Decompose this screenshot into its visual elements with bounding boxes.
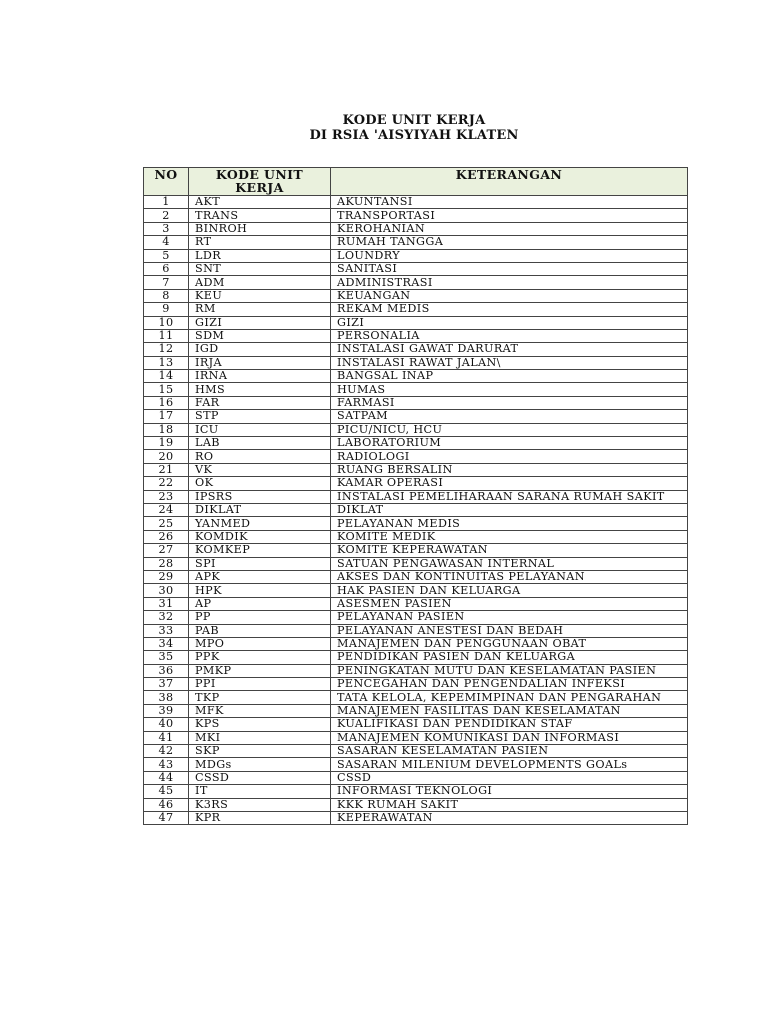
header-no: NO <box>144 168 189 196</box>
table-row <box>144 691 688 704</box>
table-row <box>144 771 688 784</box>
table-row <box>144 758 688 771</box>
row-keterangan-cell: KEROHANIAN <box>331 222 688 235</box>
row-keterangan-cell: AKUNTANSI <box>331 196 688 209</box>
row-number-cell: 32 <box>144 611 189 624</box>
row-keterangan-cell: PELAYANAN PASIEN <box>331 611 688 624</box>
row-number-cell: 10 <box>144 316 189 329</box>
row-number-cell: 11 <box>144 329 189 342</box>
row-kode-cell: SKP <box>189 745 331 758</box>
table-row <box>144 249 688 262</box>
row-keterangan-cell: MANAJEMEN DAN PENGGUNAAN OBAT <box>331 637 688 650</box>
table-row <box>144 664 688 677</box>
row-keterangan-cell: RUANG BERSALIN <box>331 463 688 476</box>
row-keterangan-cell: RUMAH TANGGA <box>331 236 688 249</box>
row-number-cell: 25 <box>144 517 189 530</box>
table-header-row <box>144 168 688 196</box>
header-keterangan: KETERANGAN <box>331 168 688 196</box>
row-kode-cell: AKT <box>189 196 331 209</box>
table-row <box>144 276 688 289</box>
table-row <box>144 370 688 383</box>
row-number-cell: 31 <box>144 597 189 610</box>
unit-code-table <box>143 167 688 825</box>
row-keterangan-cell: SANITASI <box>331 262 688 275</box>
table-row <box>144 785 688 798</box>
row-number-cell: 2 <box>144 209 189 222</box>
row-kode-cell: PAB <box>189 624 331 637</box>
row-number-cell: 20 <box>144 450 189 463</box>
row-number-cell: 33 <box>144 624 189 637</box>
row-number-cell: 18 <box>144 423 189 436</box>
row-kode-cell: CSSD <box>189 771 331 784</box>
row-keterangan-cell: KOMITE KEPERAWATAN <box>331 544 688 557</box>
row-kode-cell: IT <box>189 785 331 798</box>
row-kode-cell: KOMKEP <box>189 544 331 557</box>
row-keterangan-cell: KKK RUMAH SAKIT <box>331 798 688 811</box>
row-kode-cell: FAR <box>189 396 331 409</box>
table-row <box>144 423 688 436</box>
table-row <box>144 811 688 824</box>
row-keterangan-cell: AKSES DAN KONTINUITAS PELAYANAN <box>331 570 688 583</box>
row-number-cell: 9 <box>144 303 189 316</box>
row-number-cell: 39 <box>144 704 189 717</box>
row-keterangan-cell: SASARAN KESELAMATAN PASIEN <box>331 745 688 758</box>
row-kode-cell: KPS <box>189 718 331 731</box>
table-row <box>144 343 688 356</box>
row-number-cell: 36 <box>144 664 189 677</box>
row-number-cell: 41 <box>144 731 189 744</box>
row-kode-cell: ADM <box>189 276 331 289</box>
row-keterangan-cell: HAK PASIEN DAN KELUARGA <box>331 584 688 597</box>
row-number-cell: 45 <box>144 785 189 798</box>
row-kode-cell: PPK <box>189 651 331 664</box>
row-number-cell: 37 <box>144 678 189 691</box>
table-row <box>144 222 688 235</box>
row-keterangan-cell: INSTALASI PEMELIHARAAN SARANA RUMAH SAKIT <box>331 490 688 503</box>
row-keterangan-cell: TATA KELOLA, KEPEMIMPINAN DAN PENGARAHAN <box>331 691 688 704</box>
row-kode-cell: KEU <box>189 289 331 302</box>
row-kode-cell: VK <box>189 463 331 476</box>
row-kode-cell: IGD <box>189 343 331 356</box>
row-keterangan-cell: SASARAN MILENIUM DEVELOPMENTS GOALs <box>331 758 688 771</box>
table-row <box>144 383 688 396</box>
title-line-1: KODE UNIT KERJA <box>342 113 486 128</box>
row-kode-cell: MPO <box>189 637 331 650</box>
row-number-cell: 35 <box>144 651 189 664</box>
row-number-cell: 17 <box>144 410 189 423</box>
row-number-cell: 26 <box>144 530 189 543</box>
row-number-cell: 38 <box>144 691 189 704</box>
row-kode-cell: MDGs <box>189 758 331 771</box>
row-kode-cell: RT <box>189 236 331 249</box>
table-row <box>144 530 688 543</box>
row-keterangan-cell: KUALIFIKASI DAN PENDIDIKAN STAF <box>331 718 688 731</box>
title-line-2: DI RSIA 'AISYIYAH KLATEN <box>309 128 519 143</box>
table-row <box>144 704 688 717</box>
row-keterangan-cell: TRANSPORTASI <box>331 209 688 222</box>
table-row <box>144 396 688 409</box>
row-kode-cell: HMS <box>189 383 331 396</box>
table-row <box>144 356 688 369</box>
row-number-cell: 15 <box>144 383 189 396</box>
row-kode-cell: MKI <box>189 731 331 744</box>
header-kode-unit-kerja: KODE UNIT KERJA <box>189 168 331 196</box>
row-kode-cell: PMKP <box>189 664 331 677</box>
row-kode-cell: SDM <box>189 329 331 342</box>
row-kode-cell: PP <box>189 611 331 624</box>
row-number-cell: 13 <box>144 356 189 369</box>
row-keterangan-cell: PELAYANAN MEDIS <box>331 517 688 530</box>
row-kode-cell: BINROH <box>189 222 331 235</box>
row-keterangan-cell: KEUANGAN <box>331 289 688 302</box>
row-number-cell: 28 <box>144 557 189 570</box>
row-keterangan-cell: FARMASI <box>331 396 688 409</box>
table-row <box>144 410 688 423</box>
row-keterangan-cell: HUMAS <box>331 383 688 396</box>
row-keterangan-cell: INSTALASI GAWAT DARURAT <box>331 343 688 356</box>
table-row <box>144 611 688 624</box>
row-keterangan-cell: PENDIDIKAN PASIEN DAN KELUARGA <box>331 651 688 664</box>
table-row <box>144 718 688 731</box>
table-row <box>144 490 688 503</box>
row-number-cell: 16 <box>144 396 189 409</box>
row-keterangan-cell: KOMITE MEDIK <box>331 530 688 543</box>
row-kode-cell: STP <box>189 410 331 423</box>
row-kode-cell: IPSRS <box>189 490 331 503</box>
row-keterangan-cell: RADIOLOGI <box>331 450 688 463</box>
table-row <box>144 624 688 637</box>
row-kode-cell: SNT <box>189 262 331 275</box>
row-kode-cell: TKP <box>189 691 331 704</box>
table-row <box>144 450 688 463</box>
table-row <box>144 329 688 342</box>
row-kode-cell: AP <box>189 597 331 610</box>
row-number-cell: 24 <box>144 503 189 516</box>
table-row <box>144 584 688 597</box>
row-keterangan-cell: PENCEGAHAN DAN PENGENDALIAN INFEKSI <box>331 678 688 691</box>
table-row <box>144 731 688 744</box>
row-keterangan-cell: PERSONALIA <box>331 329 688 342</box>
table-row <box>144 236 688 249</box>
row-kode-cell: K3RS <box>189 798 331 811</box>
row-kode-cell: RO <box>189 450 331 463</box>
row-number-cell: 47 <box>144 811 189 824</box>
row-number-cell: 7 <box>144 276 189 289</box>
row-number-cell: 43 <box>144 758 189 771</box>
row-kode-cell: LAB <box>189 437 331 450</box>
row-kode-cell: KOMDIK <box>189 530 331 543</box>
table-row <box>144 798 688 811</box>
table-row <box>144 437 688 450</box>
row-keterangan-cell: GIZI <box>331 316 688 329</box>
row-kode-cell: IRJA <box>189 356 331 369</box>
row-number-cell: 14 <box>144 370 189 383</box>
row-kode-cell: YANMED <box>189 517 331 530</box>
row-keterangan-cell: SATUAN PENGAWASAN INTERNAL <box>331 557 688 570</box>
row-keterangan-cell: CSSD <box>331 771 688 784</box>
row-number-cell: 22 <box>144 477 189 490</box>
row-keterangan-cell: ADMINISTRASI <box>331 276 688 289</box>
table-row <box>144 678 688 691</box>
row-kode-cell: MFK <box>189 704 331 717</box>
row-number-cell: 27 <box>144 544 189 557</box>
table-row <box>144 316 688 329</box>
row-kode-cell: ICU <box>189 423 331 436</box>
document-title <box>0 113 768 143</box>
table-row <box>144 597 688 610</box>
table-row <box>144 544 688 557</box>
table-row <box>144 262 688 275</box>
row-number-cell: 1 <box>144 196 189 209</box>
row-kode-cell: TRANS <box>189 209 331 222</box>
row-number-cell: 46 <box>144 798 189 811</box>
row-keterangan-cell: MANAJEMEN FASILITAS DAN KESELAMATAN <box>331 704 688 717</box>
row-keterangan-cell: PELAYANAN ANESTESI DAN BEDAH <box>331 624 688 637</box>
row-keterangan-cell: INFORMASI TEKNOLOGI <box>331 785 688 798</box>
table-row <box>144 289 688 302</box>
row-kode-cell: IRNA <box>189 370 331 383</box>
row-kode-cell: DIKLAT <box>189 503 331 516</box>
row-number-cell: 4 <box>144 236 189 249</box>
row-number-cell: 29 <box>144 570 189 583</box>
table-row <box>144 557 688 570</box>
table-row <box>144 637 688 650</box>
table-row <box>144 477 688 490</box>
row-keterangan-cell: LOUNDRY <box>331 249 688 262</box>
row-keterangan-cell: SATPAM <box>331 410 688 423</box>
row-keterangan-cell: REKAM MEDIS <box>331 303 688 316</box>
row-number-cell: 19 <box>144 437 189 450</box>
row-kode-cell: LDR <box>189 249 331 262</box>
table-row <box>144 570 688 583</box>
row-keterangan-cell: PENINGKATAN MUTU DAN KESELAMATAN PASIEN <box>331 664 688 677</box>
row-number-cell: 6 <box>144 262 189 275</box>
table-row <box>144 517 688 530</box>
row-keterangan-cell: PICU/NICU, HCU <box>331 423 688 436</box>
row-kode-cell: PPI <box>189 678 331 691</box>
row-keterangan-cell: MANAJEMEN KOMUNIKASI DAN INFORMASI <box>331 731 688 744</box>
table-row <box>144 651 688 664</box>
table-row <box>144 745 688 758</box>
row-number-cell: 30 <box>144 584 189 597</box>
table-row <box>144 209 688 222</box>
row-number-cell: 12 <box>144 343 189 356</box>
row-kode-cell: OK <box>189 477 331 490</box>
row-keterangan-cell: INSTALASI RAWAT JALAN\ <box>331 356 688 369</box>
row-keterangan-cell: KEPERAWATAN <box>331 811 688 824</box>
table-row <box>144 463 688 476</box>
row-kode-cell: GIZI <box>189 316 331 329</box>
row-kode-cell: SPI <box>189 557 331 570</box>
row-keterangan-cell: KAMAR OPERASI <box>331 477 688 490</box>
row-keterangan-cell: DIKLAT <box>331 503 688 516</box>
table-body <box>144 196 688 825</box>
row-number-cell: 3 <box>144 222 189 235</box>
row-number-cell: 21 <box>144 463 189 476</box>
row-keterangan-cell: BANGSAL INAP <box>331 370 688 383</box>
table-row <box>144 303 688 316</box>
row-number-cell: 44 <box>144 771 189 784</box>
row-number-cell: 5 <box>144 249 189 262</box>
row-kode-cell: HPK <box>189 584 331 597</box>
table-row <box>144 503 688 516</box>
row-kode-cell: KPR <box>189 811 331 824</box>
row-number-cell: 23 <box>144 490 189 503</box>
row-keterangan-cell: ASESMEN PASIEN <box>331 597 688 610</box>
row-kode-cell: RM <box>189 303 331 316</box>
row-kode-cell: APK <box>189 570 331 583</box>
row-keterangan-cell: LABORATORIUM <box>331 437 688 450</box>
row-number-cell: 42 <box>144 745 189 758</box>
row-number-cell: 34 <box>144 637 189 650</box>
row-number-cell: 8 <box>144 289 189 302</box>
row-number-cell: 40 <box>144 718 189 731</box>
table-row <box>144 196 688 209</box>
